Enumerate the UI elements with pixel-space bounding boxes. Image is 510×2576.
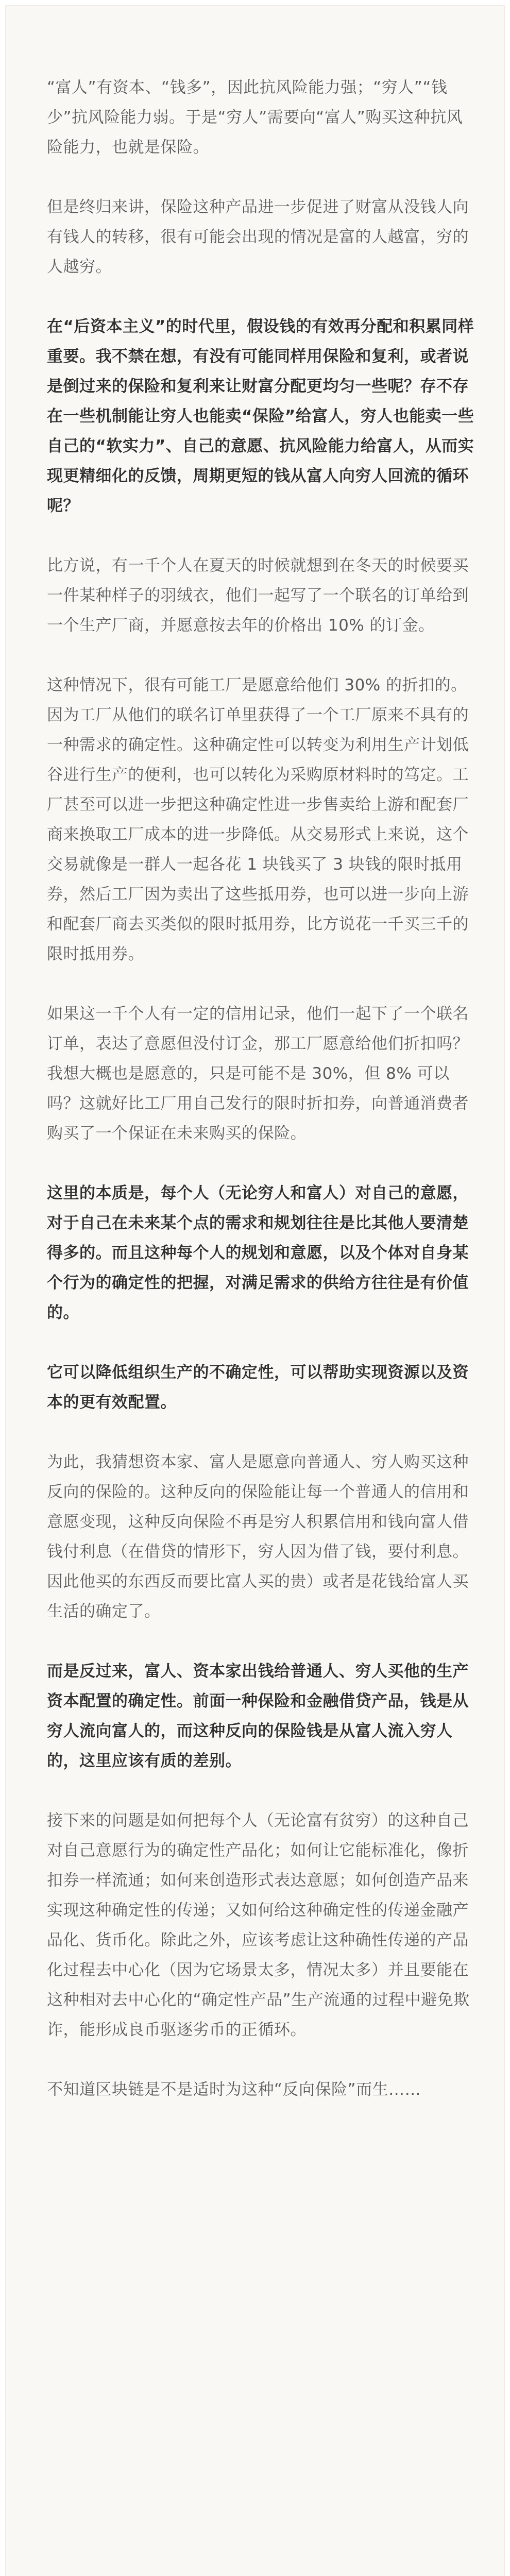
bold-paragraph: 在“后资本主义”的时代里，假设钱的有效再分配和积累同样重要。我不禁在想，有没有可能同样用保险和复利，或者说是倒过来的保险和复利来让财富分配更均匀一些呢？存不存在一些机制能让穷人也能卖“保险”给富人，穷人也能卖一些自己的“软实力”、自己的意愿、抗风险能力给富人，从而实现更精细化的反馈，周期更短的钱从富人向穷人回流的循环呢？	[47, 317, 474, 515]
paragraph: 为此，我猜想资本家、富人是愿意向普通人、穷人购买这种反向的保险的。这种反向的保险能让每一个普通人的信用和意愿变现，这种反向保险不再是穷人积累信用和钱向富人借钱付利息（在借贷的情形下，穷人因为借了钱，要付利息。因此他买的东西反而要比富人买的贵）或者是花钱给富人买生活的确定了。	[47, 1453, 469, 1621]
note-card	[5, 5, 505, 2576]
bold-paragraph: 而是反过来，富人、资本家出钱给普通人、穷人买他的生产资本配置的确定性。前面一种保险和金融借贷产品，钱是从穷人流向富人的，而这种反向的保险钱是从富人流入穷人的，这里应该有质的差别。	[47, 1662, 469, 1770]
paragraph: 不知道区块链是不是适时为这种“反向保险”而生……	[47, 2080, 421, 2099]
bold-paragraph: 它可以降低组织生产的不确定性，可以帮助实现资源以及资本的更有效配置。	[47, 1363, 469, 1412]
paragraph: 如果这一千个人有一定的信用记录，他们一起下了一个联名订单，表达了意愿但没付订金，那工厂愿意给他们折扣吗？我想大概也是愿意的，只是可能不是 30%，但 8% 可以吗？这就好比工厂用自己发行的限时折扣券，向普通消费者购买了一个保证在未来购买的保险。	[47, 1005, 469, 1143]
paragraph: 这种情况下，很有可能工厂是愿意给他们 30% 的折扣的。因为工厂从他们的联名订单里获得了一个工厂原来不具有的一种需求的确定性。这种确定性可以转变为利用生产计划低谷进行生产的便利，也可以转化为采购原材料时的笃定。工厂甚至可以进一步把这种确定性进一步售卖给上游和配套厂商来换取工厂成本的进一步降低。从交易形式上来说，这个交易就像是一群人一起各花 1 块钱买了 3 块钱的限时抵用券，然后工厂因为卖出了这些抵用券，也可以进一步向上游和配套厂商去买类似的限时抵用券，比方说花一千买三千的限时抵用券。	[47, 676, 469, 963]
paragraph: “富人”有资本、“钱多”，因此抗风险能力强；“穷人”“钱少”抗风险能力弱。于是“穷人”需要向“富人”购买这种抗风险能力，也就是保险。	[47, 78, 463, 157]
paragraph: 接下来的问题是如何把每个人（无论富有贫穷）的这种自己对自己意愿行为的确定性产品化；如何让它能标准化，像折扣券一样流通；如何来创造形式表达意愿；如何创造产品来实现这种确定性的传递；又如何给这种确定性的传递金融产品化、货币化。除此之外，应该考虑让这种确性传递的产品化过程去中心化（因为它场景太多，情况太多）并且要能在这种相对去中心化的“确定性产品”生产流通的过程中避免欺诈，能形成良币驱逐劣币的正循环。	[47, 1811, 470, 2039]
paragraph: 但是终归来讲，保险这种产品进一步促进了财富从没钱人向有钱人的转移，很有可能会出现的情况是富的人越富，穷的人越穷。	[47, 198, 469, 276]
paragraph: 比方说，有一千个人在夏天的时候就想到在冬天的时候要买一件某种样子的羽绒衣，他们一起写了一个联名的订单给到一个生产厂商，并愿意按去年的价格出 10% 的订金。	[47, 556, 469, 635]
note-content	[47, 73, 474, 2134]
bold-paragraph: 这里的本质是，每个人（无论穷人和富人）对自己的意愿，对于自己在未来某个点的需求和规划往往是比其他人要清楚得多的。而且这种每个人的规划和意愿，以及个体对自身某个行为的确定性的把握，对满足需求的供给方往往是有价值的。	[47, 1184, 469, 1322]
